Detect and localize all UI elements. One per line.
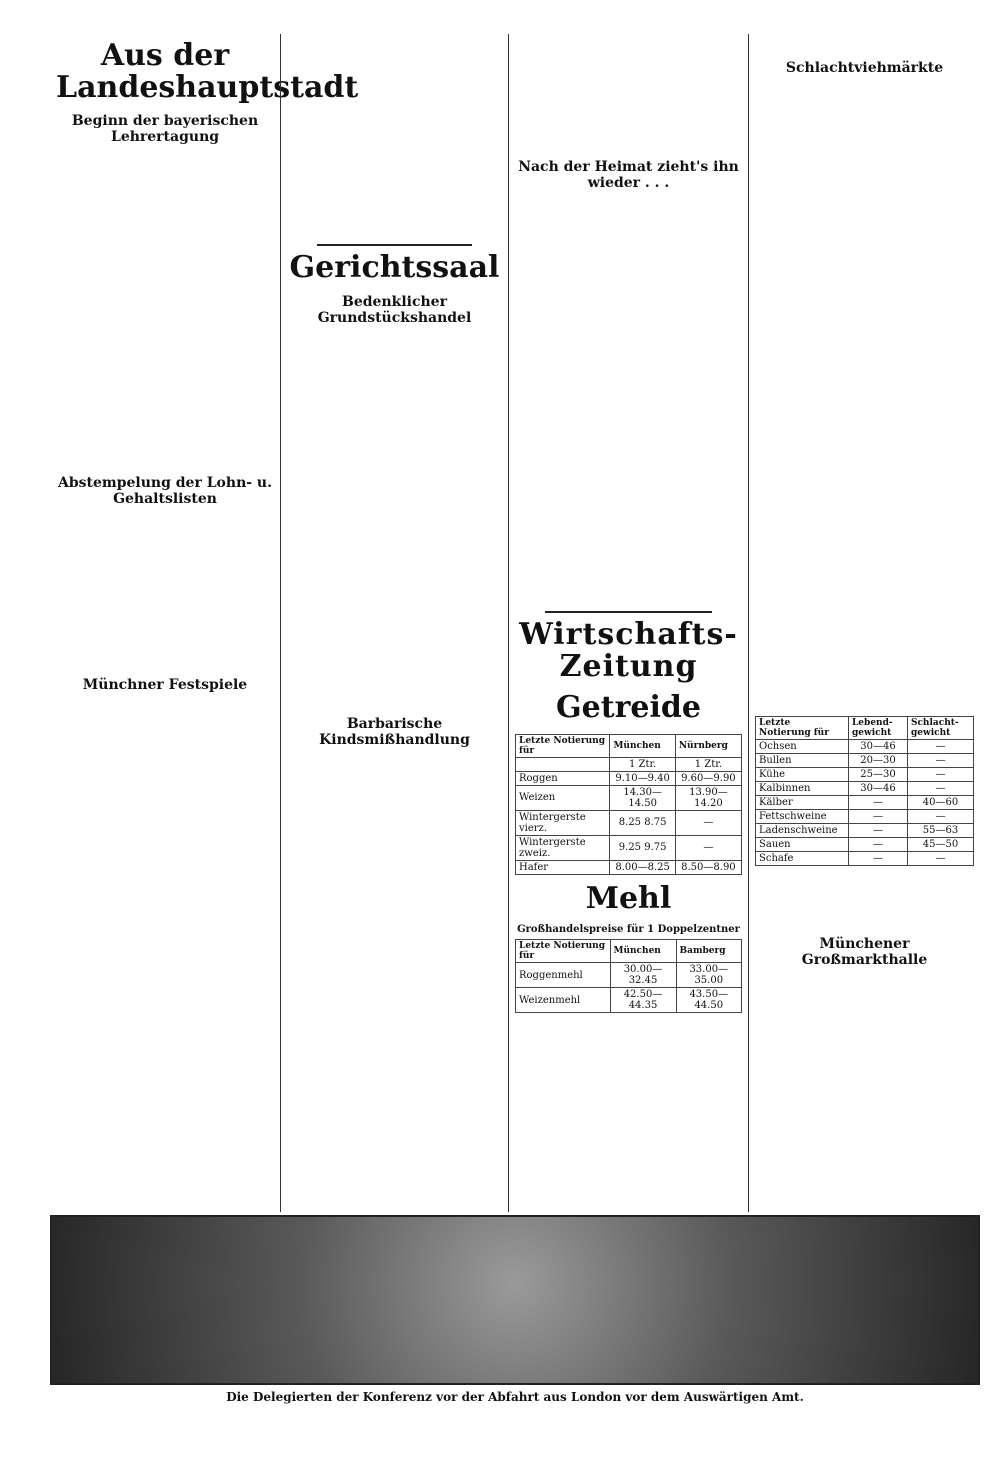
table-cell: 30—46 <box>848 740 907 754</box>
table-cell: — <box>848 852 907 866</box>
table-cell: Ochsen <box>756 740 849 754</box>
table-cell: 25—30 <box>848 768 907 782</box>
table-cell: Kalbinnen <box>756 782 849 796</box>
photo-caption: Die Delegierten der Konferenz vor der Abfahrt aus London vor dem Auswärtigen Amt. <box>226 1390 804 1404</box>
table-cell: — <box>907 768 973 782</box>
table-cell: 14.30—14.50 <box>610 785 675 810</box>
delegates-photo <box>50 1215 980 1385</box>
column-maerkte <box>748 34 980 1212</box>
getreide-table <box>515 734 742 875</box>
table-cell: 8.50—8.90 <box>675 860 741 874</box>
table-header: Bamberg <box>676 940 741 963</box>
table-cell: — <box>848 810 907 824</box>
table-cell: Roggenmehl <box>516 963 611 988</box>
table-cell: 55—63 <box>907 824 973 838</box>
table-cell <box>516 757 610 771</box>
table-header: Schlacht-gewicht <box>907 717 973 740</box>
table-cell: 9.10—9.40 <box>610 771 675 785</box>
table-header: Letzte Notierung für <box>516 734 610 757</box>
table-cell: 13.90—14.20 <box>675 785 741 810</box>
headline-festspiele: Münchner Festspiele <box>82 677 248 693</box>
table-cell: 20—30 <box>848 754 907 768</box>
table-cell: Weizenmehl <box>516 988 611 1013</box>
divider <box>545 611 712 613</box>
table-row <box>756 810 974 824</box>
table-row <box>516 988 742 1013</box>
mehl-table <box>515 939 742 1013</box>
getreide-title: Getreide <box>556 690 701 725</box>
divider <box>317 244 472 246</box>
table-row <box>756 852 974 866</box>
table-cell: Sauen <box>756 838 849 852</box>
table-cell: 43.50—44.50 <box>676 988 741 1013</box>
column-gerichtssaal <box>280 34 508 1212</box>
table-cell: 8.25 8.75 <box>610 810 675 835</box>
table-row <box>516 963 742 988</box>
headline-schlachtvieh: Schlachtviehmärkte <box>785 60 944 76</box>
column-wirtschaft <box>508 34 748 1212</box>
headline-grundstueckshandel: Bedenklicher Grundstückshandel <box>317 293 472 326</box>
table-header: Letzte Notierung für <box>516 940 611 963</box>
table-cell: 30—46 <box>848 782 907 796</box>
table-header: Nürnberg <box>675 734 741 757</box>
mehl-title: Mehl <box>585 880 672 916</box>
table-cell: Kälber <box>756 796 849 810</box>
headline-lohnlisten: Abstempelung der Lohn- u. Gehaltslisten <box>58 475 272 507</box>
table-cell: 1 Ztr. <box>610 757 675 771</box>
table-row <box>516 860 742 874</box>
table-cell: — <box>848 838 907 852</box>
table-cell: — <box>675 810 741 835</box>
headline-heimat: Nach der Heimat zieht's ihn wieder . . . <box>518 159 739 191</box>
table-header: Lebend-gewicht <box>848 717 907 740</box>
table-cell: Kühe <box>756 768 849 782</box>
table-header: München <box>610 940 676 963</box>
table-cell: — <box>848 824 907 838</box>
section-gerichtssaal: Gerichtssaal <box>289 250 500 285</box>
table-header: München <box>610 734 675 757</box>
table-cell: 8.00—8.25 <box>610 860 675 874</box>
table-row <box>756 782 974 796</box>
table-cell: 40—60 <box>907 796 973 810</box>
table-cell: — <box>907 852 973 866</box>
table-cell: 33.00—35.00 <box>676 963 741 988</box>
table-cell: 30.00—32.45 <box>610 963 676 988</box>
vieh-table <box>755 716 974 866</box>
table-cell: — <box>907 754 973 768</box>
table-header: Letzte Notierung für <box>756 717 849 740</box>
table-cell: Weizen <box>516 785 610 810</box>
headline-lehrertagung: Beginn der bayerischen Lehrertagung <box>71 113 259 145</box>
table-cell: Bullen <box>756 754 849 768</box>
table-cell: 9.25 9.75 <box>610 835 675 860</box>
table-cell: Wintergerste zweiz. <box>516 835 610 860</box>
table-cell: 1 Ztr. <box>675 757 741 771</box>
table-cell: — <box>907 810 973 824</box>
table-row <box>516 835 742 860</box>
masthead: Aus der Landeshauptstadt <box>56 38 359 105</box>
table-cell: 45—50 <box>907 838 973 852</box>
table-row <box>756 796 974 810</box>
table-row <box>756 838 974 852</box>
headline-grossmarkthalle: Münchener Großmarkthalle <box>801 936 928 968</box>
table-row <box>516 771 742 785</box>
table-cell: Hafer <box>516 860 610 874</box>
table-row <box>756 768 974 782</box>
table-row <box>516 810 742 835</box>
table-cell: Wintergerste vierz. <box>516 810 610 835</box>
table-cell: Ladenschweine <box>756 824 849 838</box>
table-cell: 9.60—9.90 <box>675 771 741 785</box>
column-landeshauptstadt <box>50 34 359 1212</box>
table-row <box>756 740 974 754</box>
wirtschafts-zeitung-title: Wirtschafts-Zeitung <box>519 617 738 684</box>
table-row <box>756 754 974 768</box>
table-cell: — <box>907 740 973 754</box>
table-cell: — <box>907 782 973 796</box>
table-cell: Schafe <box>756 852 849 866</box>
table-row <box>756 824 974 838</box>
table-cell: Fettschweine <box>756 810 849 824</box>
table-cell: 42.50—44.35 <box>610 988 676 1013</box>
table-cell: — <box>675 835 741 860</box>
table-cell: — <box>848 796 907 810</box>
table-row <box>516 757 742 771</box>
mehl-subtitle: Großhandelspreise für 1 Doppelzentner <box>517 924 740 935</box>
table-row <box>516 785 742 810</box>
table-cell: Roggen <box>516 771 610 785</box>
headline-kindsmisshandlung: Barbarische Kindsmißhandlung <box>319 715 470 748</box>
